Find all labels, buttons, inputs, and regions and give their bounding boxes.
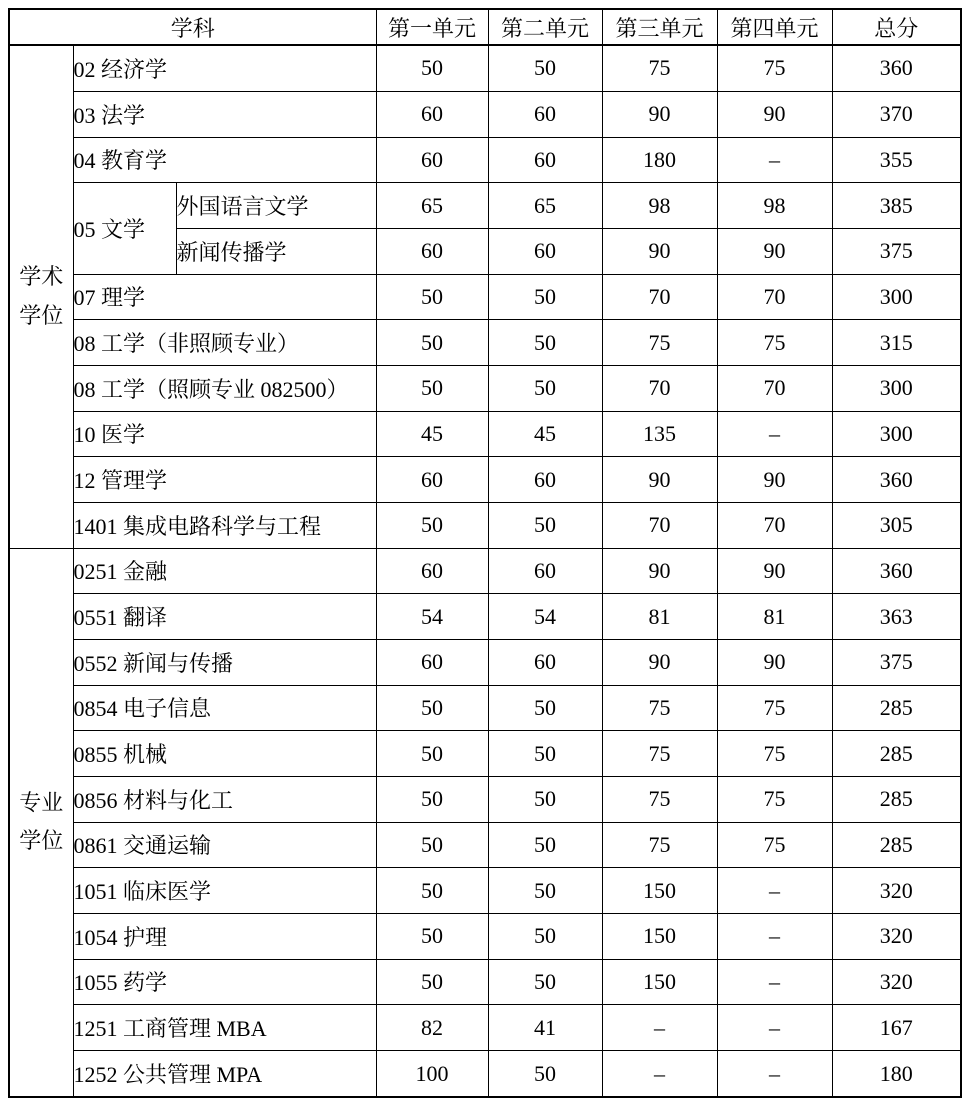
score-cell-unit1: 60 bbox=[376, 457, 488, 503]
score-cell-unit4: 98 bbox=[717, 183, 832, 229]
score-cell-unit2: 50 bbox=[488, 959, 602, 1005]
score-cell-total: 385 bbox=[832, 183, 961, 229]
score-cell-unit3: 70 bbox=[602, 502, 717, 548]
score-cell-unit3: 98 bbox=[602, 183, 717, 229]
score-cell-unit1: 50 bbox=[376, 822, 488, 868]
table-row bbox=[9, 959, 961, 1005]
score-cell-unit3: 75 bbox=[602, 822, 717, 868]
table-row bbox=[9, 1051, 961, 1098]
table-row bbox=[9, 639, 961, 685]
subject-cell: 07 理学 bbox=[73, 274, 376, 320]
score-cell-total: 285 bbox=[832, 776, 961, 822]
table-row bbox=[9, 502, 961, 548]
header-unit3: 第三单元 bbox=[602, 9, 717, 45]
score-cell-unit4: 70 bbox=[717, 365, 832, 411]
score-cell-total: 370 bbox=[832, 91, 961, 137]
score-cell-unit3: 90 bbox=[602, 228, 717, 274]
score-cell-unit3: 75 bbox=[602, 320, 717, 366]
subject-cell: 0854 电子信息 bbox=[73, 685, 376, 731]
score-cell-unit2: 50 bbox=[488, 502, 602, 548]
table-row bbox=[9, 731, 961, 777]
score-cell-unit1: 82 bbox=[376, 1005, 488, 1051]
score-cell-total: 320 bbox=[832, 868, 961, 914]
subject-cell: 0551 翻译 bbox=[73, 594, 376, 640]
score-cell-unit2: 50 bbox=[488, 365, 602, 411]
degree-label-line: 学术 bbox=[19, 264, 64, 290]
score-cell-unit2: 60 bbox=[488, 548, 602, 594]
table-row bbox=[9, 868, 961, 914]
score-cell-unit1: 65 bbox=[376, 183, 488, 229]
subject-cell: 1055 药学 bbox=[73, 959, 376, 1005]
table-row bbox=[9, 320, 961, 366]
subject-cell: 1054 护理 bbox=[73, 913, 376, 959]
header-unit1: 第一单元 bbox=[376, 9, 488, 45]
score-cell-unit3: 75 bbox=[602, 776, 717, 822]
score-cell-unit4: – bbox=[717, 411, 832, 457]
score-cell-unit4: 70 bbox=[717, 502, 832, 548]
score-cell-unit4: 75 bbox=[717, 320, 832, 366]
score-cell-unit3: 150 bbox=[602, 959, 717, 1005]
header-unit2: 第二单元 bbox=[488, 9, 602, 45]
score-cell-unit2: 50 bbox=[488, 868, 602, 914]
score-cell-unit1: 50 bbox=[376, 502, 488, 548]
score-cell-total: 320 bbox=[832, 913, 961, 959]
table-row bbox=[9, 913, 961, 959]
score-cell-unit4: 75 bbox=[717, 776, 832, 822]
score-cell-unit1: 50 bbox=[376, 913, 488, 959]
table-row bbox=[9, 594, 961, 640]
subject-cell: 02 经济学 bbox=[73, 45, 376, 91]
score-cell-total: 300 bbox=[832, 365, 961, 411]
subject-cell: 0251 金融 bbox=[73, 548, 376, 594]
score-cell-unit2: 60 bbox=[488, 457, 602, 503]
score-cell-unit1: 54 bbox=[376, 594, 488, 640]
score-cell-unit1: 50 bbox=[376, 731, 488, 777]
score-cell-unit1: 50 bbox=[376, 685, 488, 731]
score-cell-unit3: 180 bbox=[602, 137, 717, 183]
score-cell-total: 305 bbox=[832, 502, 961, 548]
score-cell-unit3: 90 bbox=[602, 457, 717, 503]
score-cell-unit4: 75 bbox=[717, 45, 832, 91]
score-cell-unit1: 60 bbox=[376, 639, 488, 685]
score-cell-unit1: 60 bbox=[376, 228, 488, 274]
table-row bbox=[9, 457, 961, 503]
score-cell-unit3: 75 bbox=[602, 685, 717, 731]
degree-cell-academic bbox=[9, 45, 73, 548]
score-cell-total: 285 bbox=[832, 822, 961, 868]
score-cell-unit3: 70 bbox=[602, 274, 717, 320]
score-cell-unit2: 50 bbox=[488, 913, 602, 959]
degree-label-line: 学位 bbox=[19, 302, 64, 328]
degree-label-line: 专业 bbox=[19, 789, 64, 815]
score-cell-total: 375 bbox=[832, 228, 961, 274]
header-unit4: 第四单元 bbox=[717, 9, 832, 45]
degree-label-line: 学位 bbox=[19, 828, 64, 854]
table-row bbox=[9, 548, 961, 594]
score-cell-unit3: 150 bbox=[602, 868, 717, 914]
score-cell-unit2: 50 bbox=[488, 685, 602, 731]
score-cell-unit4: 75 bbox=[717, 731, 832, 777]
score-cell-unit1: 50 bbox=[376, 959, 488, 1005]
score-cell-unit1: 60 bbox=[376, 91, 488, 137]
score-cell-unit3: – bbox=[602, 1051, 717, 1098]
score-cell-unit3: 90 bbox=[602, 548, 717, 594]
score-cell-unit1: 60 bbox=[376, 137, 488, 183]
score-cell-unit3: 90 bbox=[602, 91, 717, 137]
score-cell-unit2: 50 bbox=[488, 320, 602, 366]
score-cell-unit1: 50 bbox=[376, 868, 488, 914]
score-cell-unit4: 75 bbox=[717, 685, 832, 731]
score-cell-unit1: 50 bbox=[376, 274, 488, 320]
table-row bbox=[9, 776, 961, 822]
subject-cell: 08 工学（非照顾专业） bbox=[73, 320, 376, 366]
score-cell-unit4: 90 bbox=[717, 91, 832, 137]
score-cell-unit4: 81 bbox=[717, 594, 832, 640]
subject-cell: 1051 临床医学 bbox=[73, 868, 376, 914]
score-cell-unit2: 65 bbox=[488, 183, 602, 229]
subject-cell-literature: 05 文学 bbox=[73, 183, 176, 274]
subject-cell: 12 管理学 bbox=[73, 457, 376, 503]
header-total: 总分 bbox=[832, 9, 961, 45]
score-cell-total: 360 bbox=[832, 45, 961, 91]
score-cell-unit4: – bbox=[717, 137, 832, 183]
table-row bbox=[9, 822, 961, 868]
score-cell-unit3: 135 bbox=[602, 411, 717, 457]
score-cell-unit1: 100 bbox=[376, 1051, 488, 1098]
score-cell-unit2: 50 bbox=[488, 731, 602, 777]
score-cell-unit3: 70 bbox=[602, 365, 717, 411]
table-row bbox=[9, 274, 961, 320]
score-cell-unit4: – bbox=[717, 959, 832, 1005]
table-row bbox=[9, 365, 961, 411]
score-cell-total: 320 bbox=[832, 959, 961, 1005]
score-cell-unit2: 54 bbox=[488, 594, 602, 640]
score-cell-total: 285 bbox=[832, 731, 961, 777]
table-row bbox=[9, 137, 961, 183]
degree-cell-professional bbox=[9, 548, 73, 1097]
score-cell-total: 360 bbox=[832, 548, 961, 594]
score-cell-unit1: 60 bbox=[376, 548, 488, 594]
table-row bbox=[9, 411, 961, 457]
subject-cell: 03 法学 bbox=[73, 91, 376, 137]
score-cell-unit4: – bbox=[717, 1051, 832, 1098]
score-cell-unit1: 50 bbox=[376, 45, 488, 91]
score-cell-unit3: – bbox=[602, 1005, 717, 1051]
score-cell-unit4: 90 bbox=[717, 228, 832, 274]
score-cell-unit2: 60 bbox=[488, 137, 602, 183]
header-row bbox=[9, 9, 961, 45]
score-cell-unit2: 50 bbox=[488, 776, 602, 822]
score-cell-unit1: 50 bbox=[376, 365, 488, 411]
score-cell-unit2: 60 bbox=[488, 91, 602, 137]
score-cell-total: 300 bbox=[832, 274, 961, 320]
score-cell-unit2: 45 bbox=[488, 411, 602, 457]
subject-cell: 04 教育学 bbox=[73, 137, 376, 183]
score-cell-unit2: 50 bbox=[488, 45, 602, 91]
score-cell-unit1: 45 bbox=[376, 411, 488, 457]
score-cell-unit2: 50 bbox=[488, 1051, 602, 1098]
subject-cell: 08 工学（照顾专业 082500） bbox=[73, 365, 376, 411]
score-cell-unit4: 90 bbox=[717, 548, 832, 594]
score-cell-unit4: 90 bbox=[717, 639, 832, 685]
score-cell-total: 167 bbox=[832, 1005, 961, 1051]
score-cell-unit4: – bbox=[717, 913, 832, 959]
score-cell-total: 180 bbox=[832, 1051, 961, 1098]
score-cell-unit2: 41 bbox=[488, 1005, 602, 1051]
score-cell-unit2: 50 bbox=[488, 274, 602, 320]
score-cell-unit1: 50 bbox=[376, 320, 488, 366]
sub-subject-cell: 新闻传播学 bbox=[176, 228, 376, 274]
admission-score-table bbox=[8, 8, 962, 1098]
score-cell-unit4: 70 bbox=[717, 274, 832, 320]
table-row bbox=[9, 685, 961, 731]
subject-cell: 1251 工商管理 MBA bbox=[73, 1005, 376, 1051]
score-cell-total: 300 bbox=[832, 411, 961, 457]
score-cell-total: 355 bbox=[832, 137, 961, 183]
score-cell-total: 315 bbox=[832, 320, 961, 366]
table-row bbox=[9, 1005, 961, 1051]
score-cell-total: 360 bbox=[832, 457, 961, 503]
subject-cell: 0855 机械 bbox=[73, 731, 376, 777]
score-cell-unit4: 90 bbox=[717, 457, 832, 503]
sub-subject-cell: 外国语言文学 bbox=[176, 183, 376, 229]
score-cell-unit3: 75 bbox=[602, 45, 717, 91]
table-row bbox=[9, 91, 961, 137]
table-row bbox=[9, 45, 961, 91]
score-cell-unit4: 75 bbox=[717, 822, 832, 868]
score-cell-unit2: 60 bbox=[488, 639, 602, 685]
score-cell-unit3: 150 bbox=[602, 913, 717, 959]
subject-cell: 1252 公共管理 MPA bbox=[73, 1051, 376, 1098]
header-subject: 学科 bbox=[9, 9, 376, 45]
table-row bbox=[9, 183, 961, 229]
subject-cell: 0861 交通运输 bbox=[73, 822, 376, 868]
score-cell-unit3: 75 bbox=[602, 731, 717, 777]
score-cell-unit3: 90 bbox=[602, 639, 717, 685]
subject-cell: 10 医学 bbox=[73, 411, 376, 457]
score-cell-unit4: – bbox=[717, 868, 832, 914]
score-cell-total: 285 bbox=[832, 685, 961, 731]
score-cell-unit2: 60 bbox=[488, 228, 602, 274]
score-cell-unit4: – bbox=[717, 1005, 832, 1051]
score-cell-unit2: 50 bbox=[488, 822, 602, 868]
score-cell-total: 375 bbox=[832, 639, 961, 685]
score-cell-unit3: 81 bbox=[602, 594, 717, 640]
subject-cell: 1401 集成电路科学与工程 bbox=[73, 502, 376, 548]
score-cell-total: 363 bbox=[832, 594, 961, 640]
subject-cell: 0856 材料与化工 bbox=[73, 776, 376, 822]
score-cell-unit1: 50 bbox=[376, 776, 488, 822]
subject-cell: 0552 新闻与传播 bbox=[73, 639, 376, 685]
